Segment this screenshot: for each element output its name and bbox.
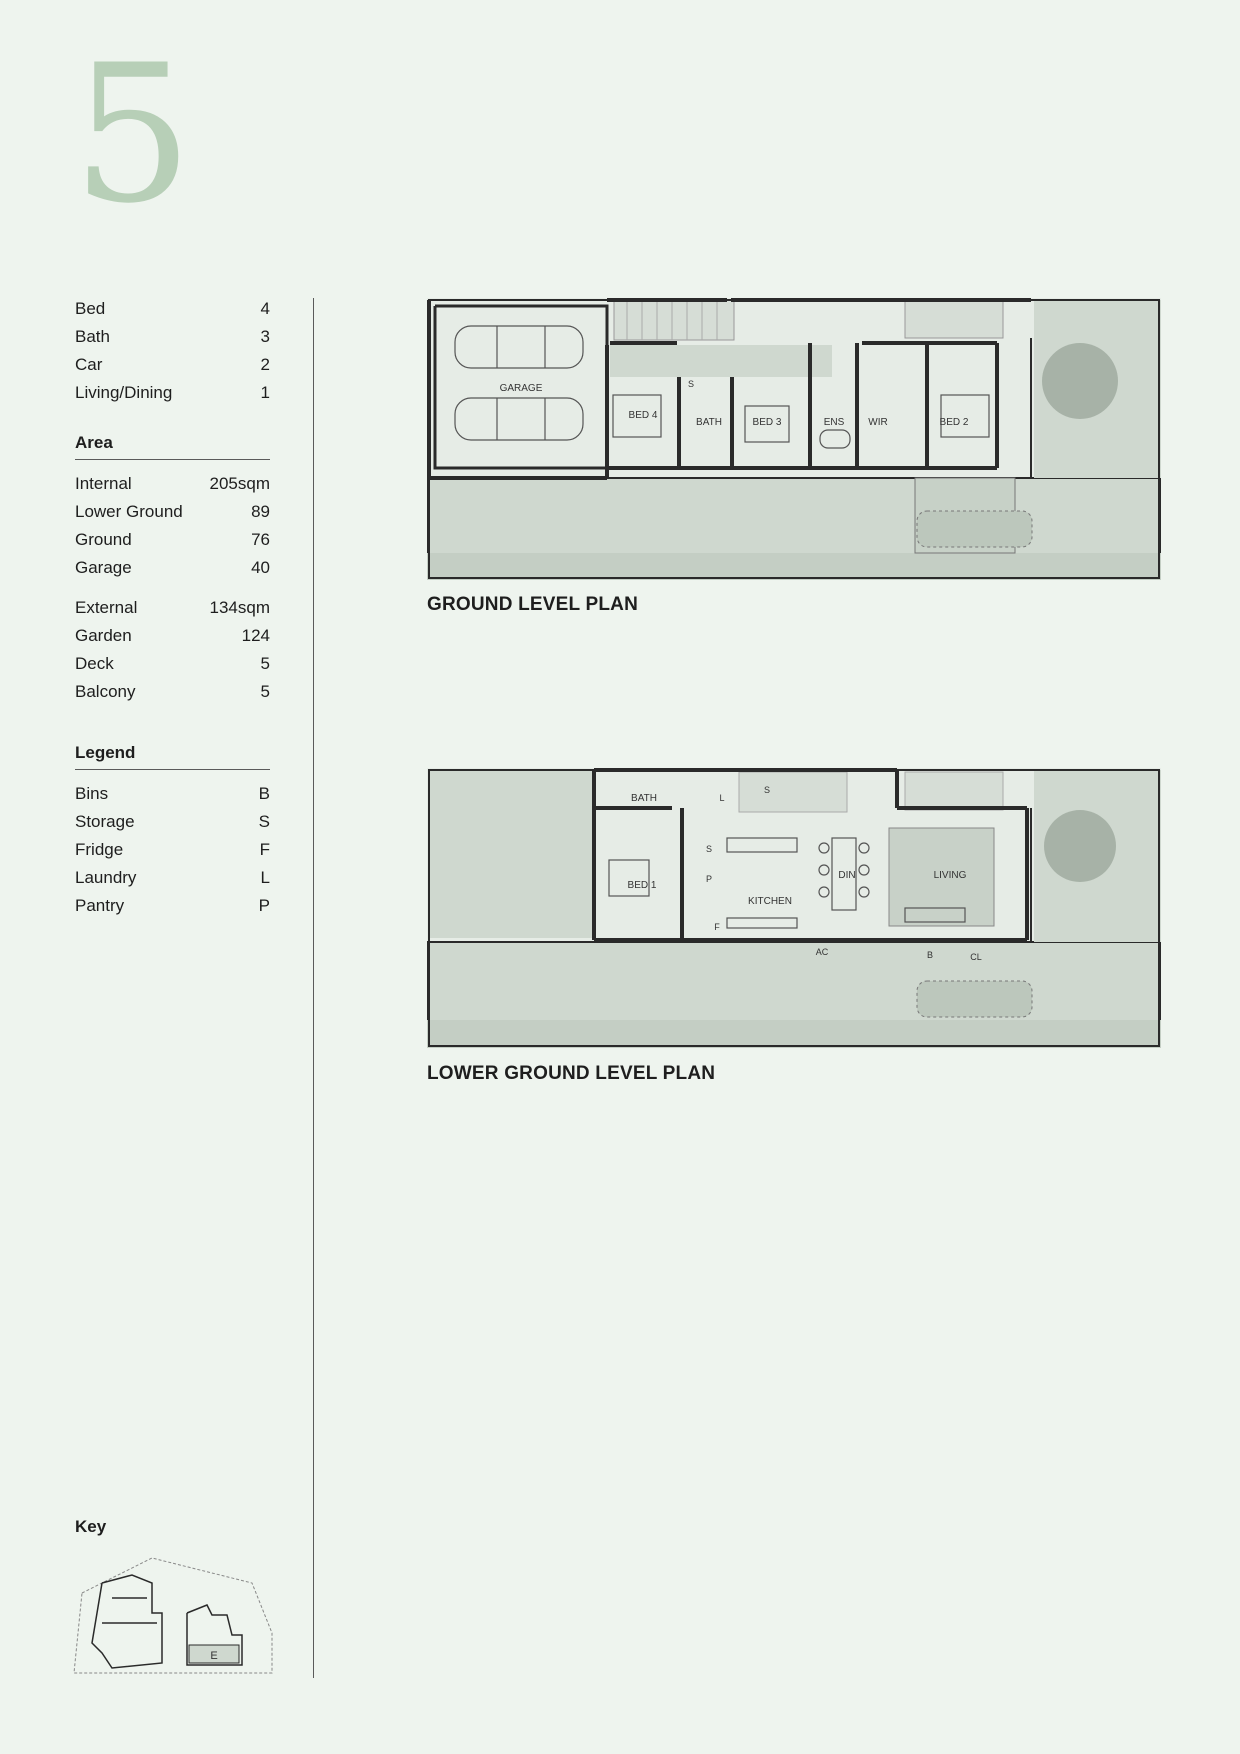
area-row: Internal 205sqm [75, 474, 270, 493]
room-label-din: DIN [838, 870, 856, 881]
room-label-bed3: BED 3 [752, 417, 782, 428]
area-row: Ground 76 [75, 530, 270, 549]
room-label-wir: WIR [868, 417, 888, 428]
area-heading: Area [75, 433, 270, 460]
legend-row: Storage S [75, 812, 270, 831]
room-label-laundry: L [719, 793, 725, 803]
spec-row-bath: Bath 3 [75, 327, 270, 346]
room-label-ens: ENS [823, 417, 845, 428]
spec-list [75, 295, 270, 407]
legend-row: Fridge F [75, 840, 270, 859]
area-row: Deck 5 [75, 654, 270, 673]
room-label-pantry: P [705, 874, 713, 884]
room-label-fridge: F [714, 922, 720, 932]
area-row: Balcony 5 [75, 682, 270, 701]
room-label-storage: S [687, 379, 695, 389]
room-label-bins: B [926, 950, 934, 960]
legend-row: Pantry P [75, 896, 270, 915]
area-row: Garage 40 [75, 558, 270, 577]
legend-heading: Legend [75, 743, 270, 770]
room-label-bath: BATH [696, 417, 722, 428]
legend-row: Laundry L [75, 868, 270, 887]
room-label-storage-kitchen: S [705, 844, 713, 854]
room-label-kitchen: KITCHEN [748, 896, 792, 907]
room-label-bed4: BED 4 [628, 410, 658, 421]
lower-plan-drawing [427, 768, 1161, 1048]
site-key-drawing [72, 1553, 277, 1678]
vertical-divider [313, 298, 314, 1678]
ground-level-plan [427, 298, 1161, 580]
legend-row: Bins B [75, 784, 270, 803]
legend-section [75, 743, 270, 920]
ground-plan-title: GROUND LEVEL PLAN [427, 594, 639, 615]
lower-ground-level-plan [427, 768, 1161, 1048]
ground-plan-drawing [427, 298, 1161, 580]
area-row: External 134sqm [75, 598, 270, 617]
area-row: Lower Ground 89 [75, 502, 270, 521]
key-unit-label: E [210, 1650, 218, 1662]
area-section [75, 433, 270, 706]
lower-plan-title: LOWER GROUND LEVEL PLAN [427, 1063, 716, 1084]
room-label-ac: AC [815, 947, 829, 957]
tree-icon [1042, 343, 1118, 419]
unit-number: 5 [72, 24, 193, 245]
room-label-bed2: BED 2 [939, 417, 969, 428]
room-label-living: LIVING [933, 870, 967, 881]
room-label-bed1: BED 1 [627, 880, 657, 891]
room-label-bath: BATH [631, 793, 657, 804]
room-label-cl: CL [970, 952, 982, 962]
key-title: Key [75, 1517, 107, 1536]
site-key-map [72, 1553, 277, 1683]
spec-row-living: Living/Dining 1 [75, 383, 270, 402]
tree-icon [1044, 810, 1116, 882]
spec-row-car: Car 2 [75, 355, 270, 374]
room-label-storage: S [763, 785, 771, 795]
area-row: Garden 124 [75, 626, 270, 645]
room-label-garage: GARAGE [499, 383, 543, 394]
spec-row-bed: Bed 4 [75, 299, 270, 318]
